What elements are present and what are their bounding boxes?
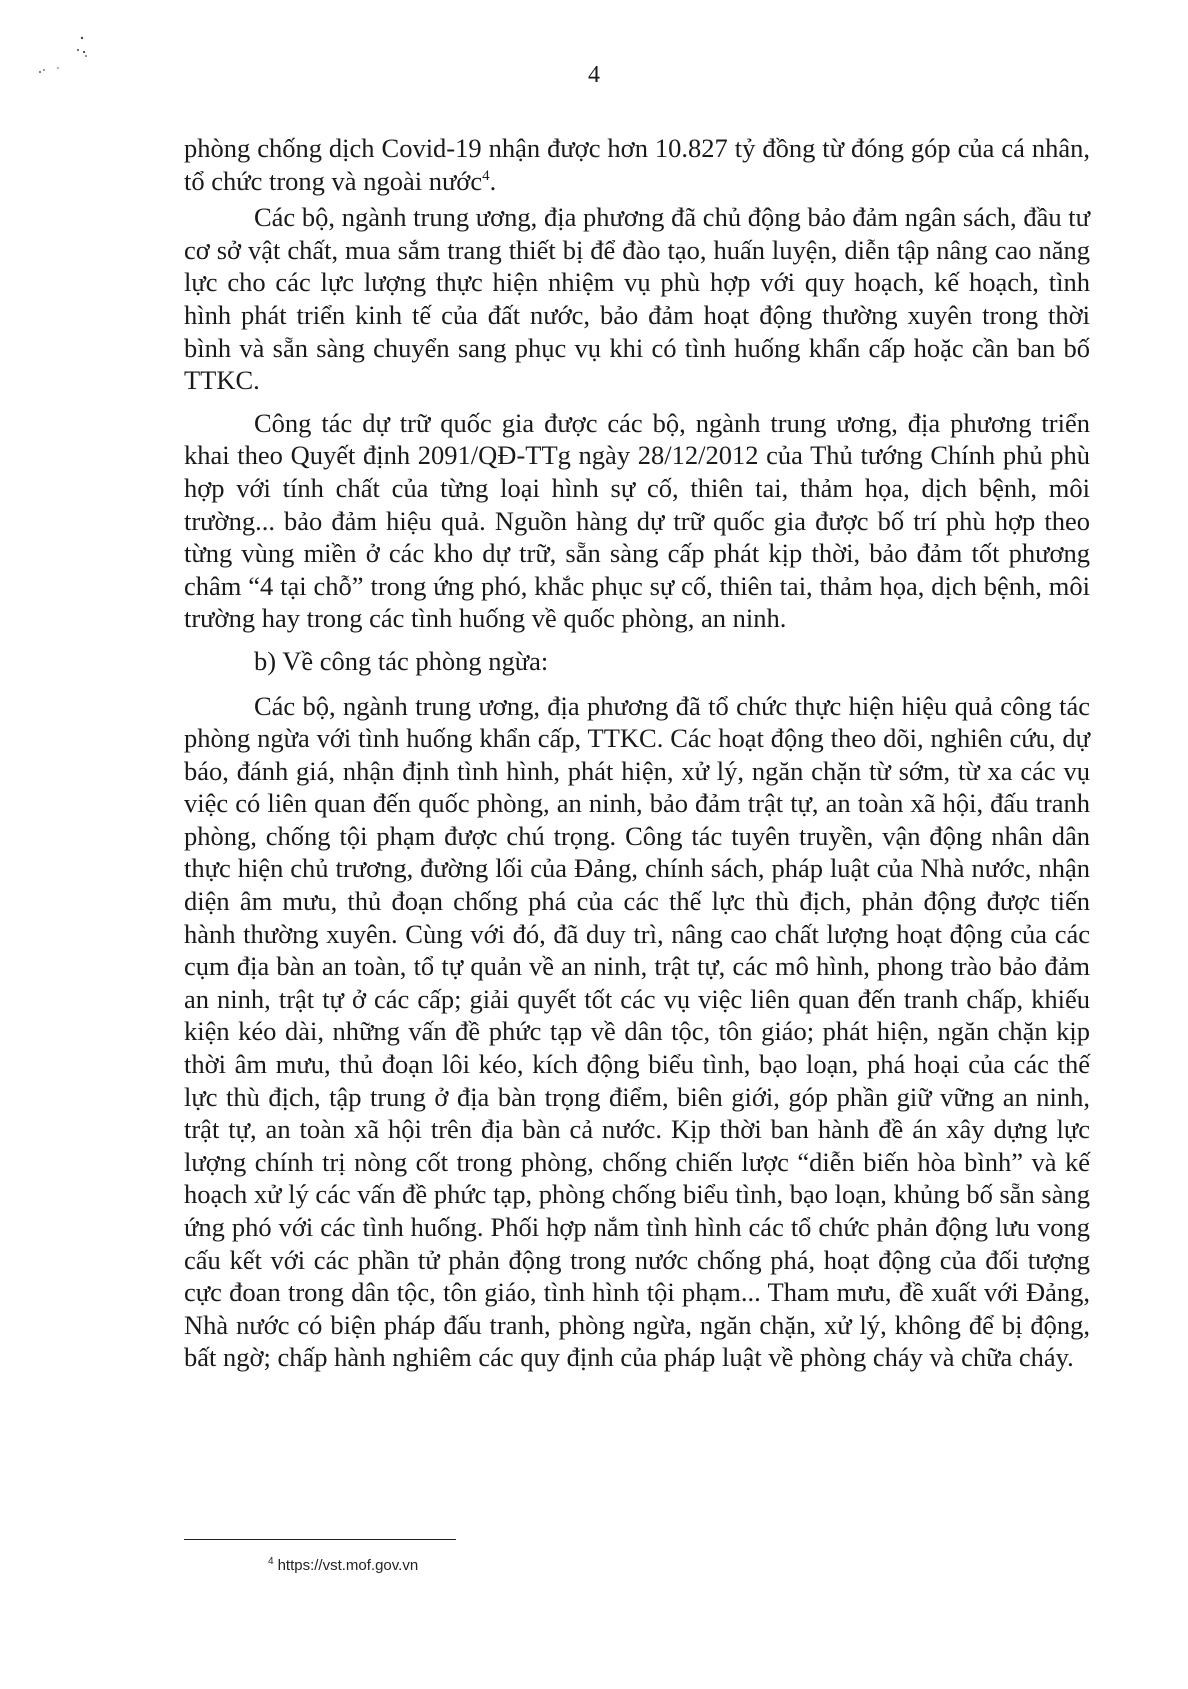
footnote-reference[interactable]: 4 xyxy=(482,167,490,184)
paragraph-text: phòng chống dịch Covid-19 nhận được hơn 10.827 tỷ đồng từ đóng góp của cá nhân, tổ chức trong và ngoài nước xyxy=(184,133,1090,196)
footnote-link[interactable]: https://vst.mof.gov.vn xyxy=(277,1557,419,1574)
paragraph-budget: Các bộ, ngành trung ương, địa phương đã chủ động bảo đảm ngân sách, đầu tư cơ sở vật chất, mua sắm trang thiết bị để đào tạo, huấn luyện, diễn tập nâng cao năng lực cho các lực lượng thực hiện nhiệm vụ phù hợp với quy hoạch, kế hoạch, tình hình phát triển kinh tế của đất nước, bảo đảm hoạt động thường xuyên trong thời bình và sẵn sàng chuyển sang phục vụ khi có tình huống khẩn cấp hoặc cần ban bố TTKC. xyxy=(184,202,1090,396)
footnote xyxy=(268,1556,418,1574)
document-body xyxy=(184,132,1090,1374)
paragraph-covid-funding: phòng chống dịch Covid-19 nhận được hơn 10.827 tỷ đồng từ đóng góp của cá nhân, tổ chức trong và ngoài nước$^4$. xyxy=(184,133,1090,196)
footnote-separator xyxy=(184,1539,456,1540)
paragraph-prevention: Các bộ, ngành trung ương, địa phương đã tổ chức thực hiện hiệu quả công tác phòng ngừa với tình huống khẩn cấp, TTKC. Các hoạt động theo dõi, nghiên cứu, dự báo, đánh giá, nhận định tình hình, phát hiện, xử lý, ngăn chặn từ sớm, từ xa các vụ việc có liên quan đến quốc phòng, an ninh, bảo đảm trật tự, an toàn xã hội, đấu tranh phòng, chống tội phạm được chú trọng. Công tác tuyên truyền, vận động nhân dân thực hiện chủ trương, đường lối của Đảng, chính sách, pháp luật của Nhà nước, nhận diện âm mưu, thủ đoạn chống phá của các thế lực thù địch, phản động được tiến hành thường xuyên. Cùng với đó, đã duy trì, nâng cao chất lượng hoạt động của các cụm địa bàn an toàn, tổ tự quản về an ninh, trật tự, các mô hình, phong trào bảo đảm an ninh, trật tự ở các cấp; giải quyết tốt các vụ việc liên quan đến tranh chấp, khiếu kiện kéo dài, những vấn đề phức tạp về dân tộc, tôn giáo; phát hiện, ngăn chặn kịp thời âm mưu, thủ đoạn lôi kéo, kích động biểu tình, bạo loạn, phá hoại của các thế lực thù địch, tập trung ở địa bàn trọng điểm, biên giới, góp phần giữ vững an ninh, trật tự, an toàn xã hội trên địa bàn cả nước. Kịp thời ban hành đề án xây dựng lực lượng chính trị nòng cốt trong phòng, chống chiến lược “diễn biến hòa bình” và kế hoạch xử lý các vấn đề phức tạp, phòng chống biểu tình, bạo loạn, khủng bố sẵn sàng ứng phó với các tình huống. Phối hợp nắm tình hình các tổ chức phản động lưu vong cấu kết với các phần tử phản động trong nước chống phá, hoạt động của đối tượng cực đoan trong dân tộc, tôn giáo, tình hình tội phạm... Tham mưu, đề xuất với Đảng, Nhà nước có biện pháp đấu tranh, phòng ngừa, ngăn chặn, xử lý, không để bị động, bất ngờ; chấp hành nghiêm các quy định của pháp luật về phòng cháy và chữa cháy. xyxy=(184,690,1090,1373)
paragraph-national-reserve: Công tác dự trữ quốc gia được các bộ, ngành trung ương, địa phương triển khai theo Quyết định 2091/QĐ-TTg ngày 28/12/2012 của Thủ tướng Chính phủ phù hợp với tính chất của từng loại hình sự cố, thiên tai, thảm họa, dịch bệnh, môi trường... bảo đảm hiệu quả. Nguồn hàng dự trữ quốc gia được bố trí phù hợp theo từng vùng miền ở các kho dự trữ, sẵn sàng cấp phát kịp thời, bảo đảm tốt phương châm “4 tại chỗ” trong ứng phó, khắc phục sự cố, thiên tai, thảm họa, dịch bệnh, môi trường hay trong các tình huống về quốc phòng, an ninh. xyxy=(184,407,1090,634)
footnote-number: 4 xyxy=(268,1556,274,1567)
section-heading-prevention: b) Về công tác phòng ngừa: xyxy=(254,645,549,676)
page-number: 4 xyxy=(588,62,600,88)
